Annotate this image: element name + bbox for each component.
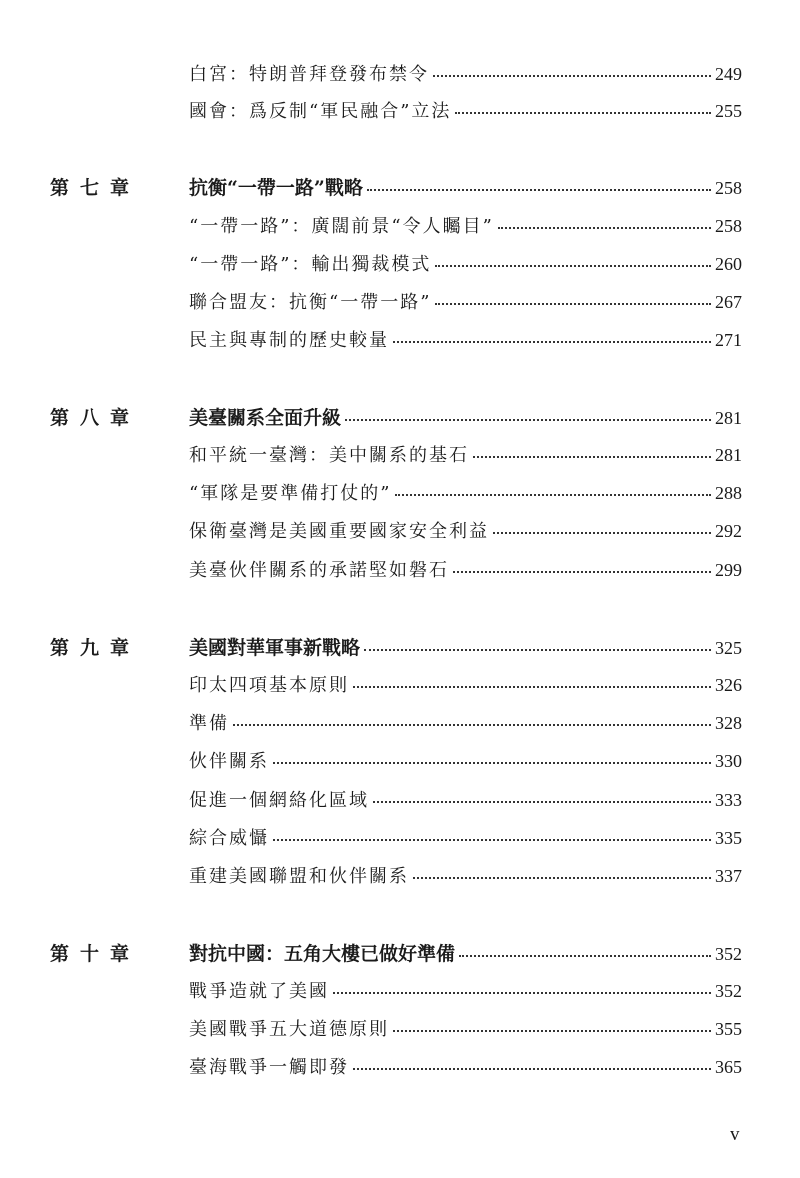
dot-leader [393, 1030, 711, 1032]
dot-leader [455, 112, 711, 114]
chapter-label: 第 八 章 [50, 407, 130, 429]
chapter-title: 抗衡“一帶一路”戰略 [189, 177, 363, 199]
dot-leader [413, 877, 711, 879]
toc-entry[interactable] [189, 441, 742, 467]
chapter-page: 258 [715, 178, 742, 198]
toc-entry-title: 促進一個網絡化區域 [189, 790, 369, 811]
toc-entry[interactable] [189, 60, 742, 86]
toc-entry-title: 重建美國聯盟和伙伴關系 [189, 866, 409, 887]
toc-entry-page: 281 [715, 445, 742, 465]
toc-entry-page: 260 [715, 254, 742, 274]
toc-entry-page: 271 [715, 330, 742, 350]
chapter-title: 對抗中國：五角大樓已做好準備 [189, 943, 456, 965]
chapter-title: 美國對華軍事新戰略 [189, 637, 361, 659]
toc-entry-page: 255 [715, 101, 742, 121]
toc-entry-title: 保衛臺灣是美國重要國家安全利益 [189, 521, 489, 542]
dot-leader [373, 801, 711, 803]
toc-entry-page: 333 [715, 790, 742, 810]
toc-entry[interactable] [189, 517, 742, 543]
toc-entry-title: 臺海戰爭一觸即發 [189, 1057, 349, 1078]
toc-entry-page: 337 [715, 866, 742, 886]
toc-entry[interactable] [189, 479, 742, 505]
toc-entry-page: 249 [715, 64, 742, 84]
toc-entry-title: 聯合盟友：抗衡“一帶一路” [189, 292, 432, 313]
toc-entry[interactable] [189, 250, 742, 276]
dot-leader [433, 75, 711, 77]
chapter-label: 第 九 章 [50, 637, 130, 659]
toc-entry-title: 印太四項基本原則 [189, 675, 349, 696]
dot-leader [353, 686, 711, 688]
toc-entry-page: 288 [715, 483, 742, 503]
chapter-heading[interactable] [50, 633, 742, 660]
toc-entry[interactable] [189, 671, 742, 697]
toc-entry[interactable] [189, 824, 742, 850]
chapter-page: 325 [715, 638, 742, 658]
toc-entry-page: 328 [715, 713, 742, 733]
toc-entry-page: 292 [715, 521, 742, 541]
toc-entry-title: 伙伴關系 [189, 751, 269, 772]
dot-leader [233, 724, 711, 726]
toc-entry[interactable] [189, 747, 742, 773]
toc-entry-page: 299 [715, 560, 742, 580]
dot-leader [273, 762, 711, 764]
toc-entry-page: 258 [715, 216, 742, 236]
toc-entry-page: 355 [715, 1019, 742, 1039]
toc-entry-page: 267 [715, 292, 742, 312]
toc-entry-title: 白宮：特朗普拜登發布禁令 [189, 64, 429, 85]
toc-entry-page: 335 [715, 828, 742, 848]
toc-entry[interactable] [189, 97, 742, 123]
toc-entry[interactable] [189, 786, 742, 812]
toc-entry-title: “一帶一路”：輸出獨裁模式 [189, 254, 432, 275]
dot-leader [364, 649, 711, 651]
toc-entry-title: 民主與專制的歷史較量 [189, 330, 389, 351]
toc-entry-title: 準備 [189, 713, 229, 734]
dot-leader [393, 341, 711, 343]
toc-entry[interactable] [189, 212, 742, 238]
toc-entry-title: 美國戰爭五大道德原則 [189, 1019, 389, 1040]
dot-leader [367, 189, 711, 191]
chapter-heading[interactable] [50, 403, 742, 430]
dot-leader [273, 839, 711, 841]
toc-entry-title: 國會：爲反制“軍民融合”立法 [189, 101, 452, 122]
toc-entry[interactable] [189, 977, 742, 1003]
dot-leader [459, 955, 711, 957]
dot-leader [453, 571, 711, 573]
toc-entry-title: 戰爭造就了美國 [189, 981, 329, 1002]
chapter-page: 352 [715, 944, 742, 964]
toc-entry[interactable] [189, 1015, 742, 1041]
dot-leader [435, 303, 711, 305]
toc-entry-title: 綜合威懾 [189, 828, 269, 849]
toc-entry-page: 365 [715, 1057, 742, 1077]
dot-leader [493, 532, 711, 534]
dot-leader [435, 265, 711, 267]
chapter-title: 美臺關系全面升級 [189, 407, 342, 429]
chapter-heading[interactable] [50, 939, 742, 966]
dot-leader [353, 1068, 711, 1070]
chapter-label: 第 七 章 [50, 177, 130, 199]
chapter-heading[interactable] [50, 173, 742, 200]
toc-entry-page: 352 [715, 981, 742, 1001]
page-number: v [730, 1124, 740, 1145]
dot-leader [498, 227, 711, 229]
dot-leader [395, 494, 711, 496]
toc-entry[interactable] [189, 326, 742, 352]
dot-leader [473, 456, 711, 458]
toc-entry-title: 美臺伙伴關系的承諾堅如磐石 [189, 560, 449, 581]
dot-leader [345, 419, 711, 421]
chapter-label: 第 十 章 [50, 943, 130, 965]
toc-entry-title: 和平統一臺灣：美中關系的基石 [189, 445, 469, 466]
toc-entry[interactable] [189, 1053, 742, 1079]
chapter-page: 281 [715, 408, 742, 428]
toc-entry-page: 330 [715, 751, 742, 771]
toc-entry-page: 326 [715, 675, 742, 695]
dot-leader [333, 992, 711, 994]
toc-entry[interactable] [189, 288, 742, 314]
toc-entry-title: “一帶一路”：廣闊前景“令人矚目” [189, 216, 494, 237]
toc-entry[interactable] [189, 709, 742, 735]
toc-entry[interactable] [189, 862, 742, 888]
toc-entry[interactable] [189, 556, 742, 582]
toc-entry-title: “軍隊是要準備打仗的” [189, 483, 392, 504]
